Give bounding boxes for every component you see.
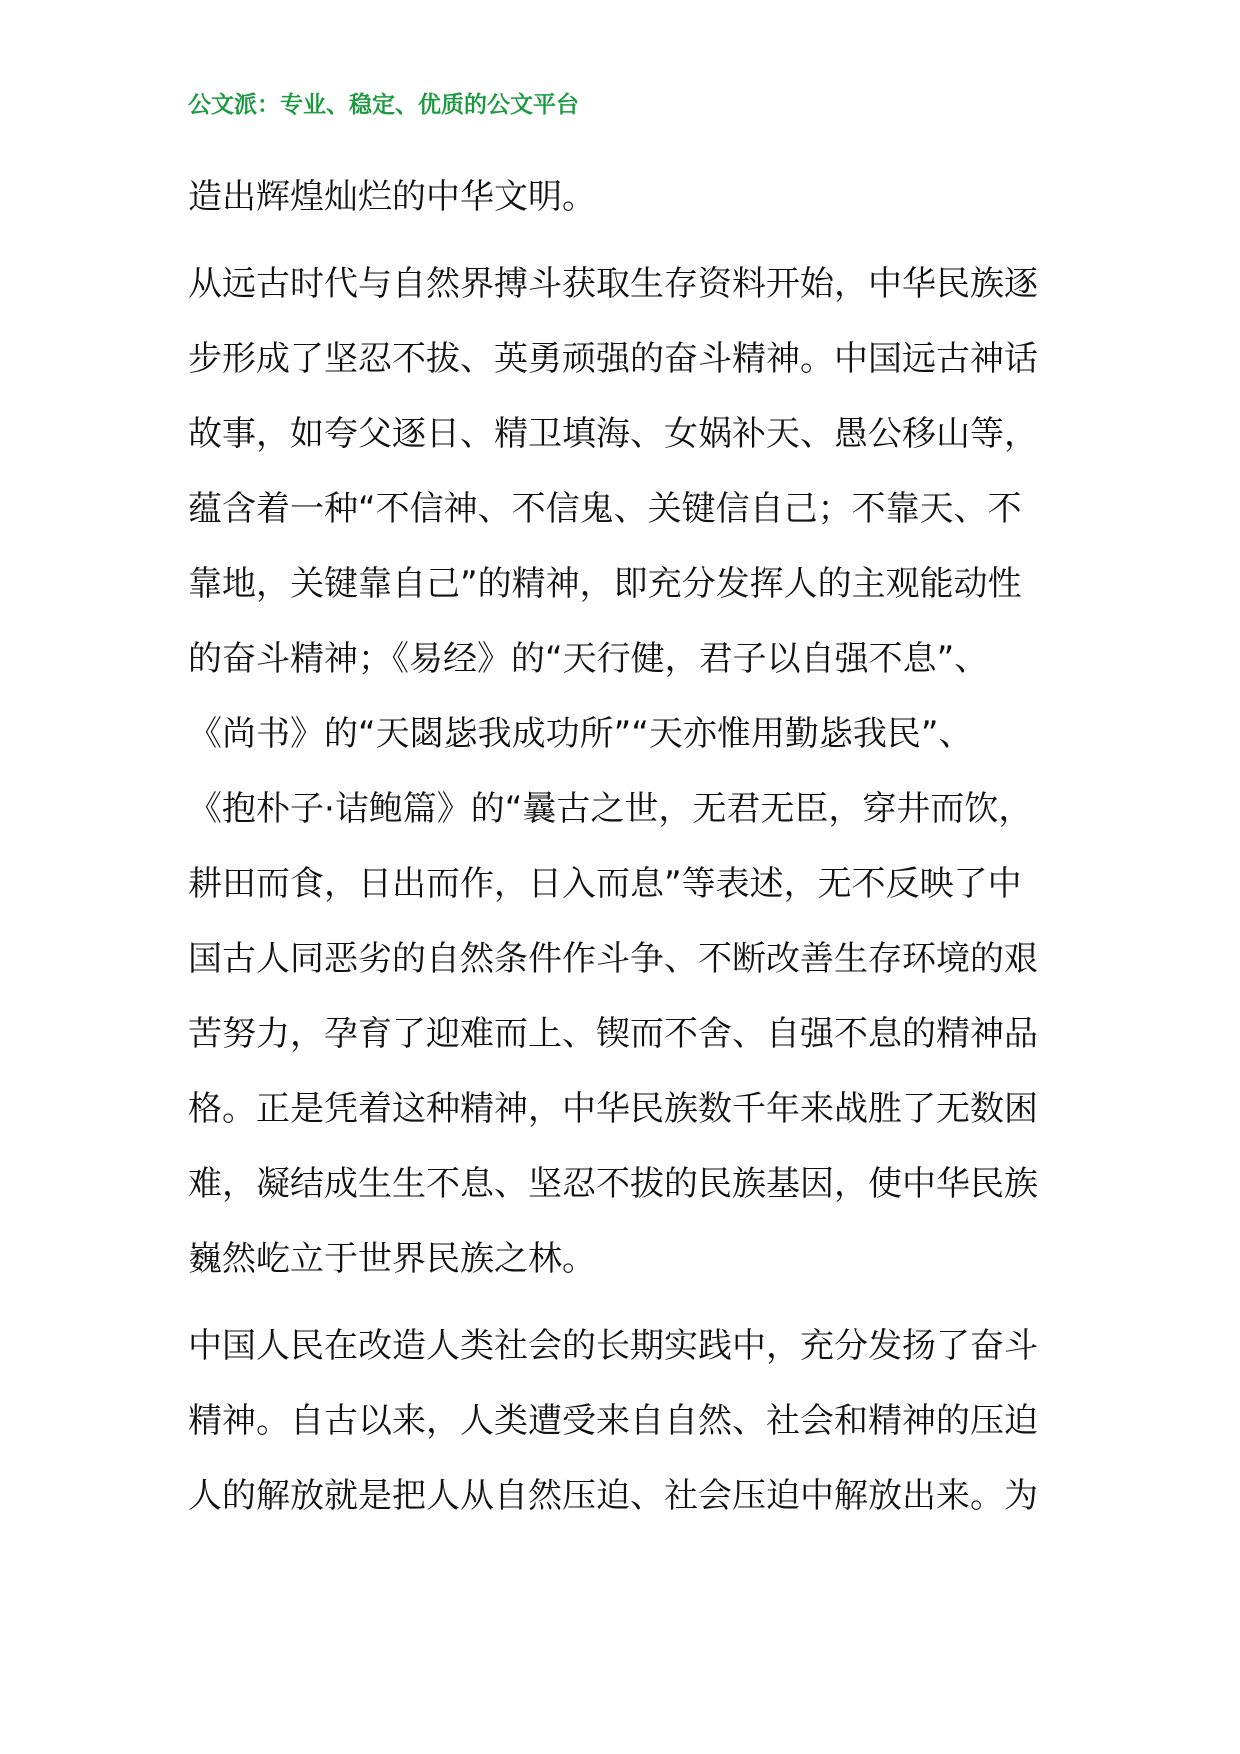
- text-line: 格。正是凭着这种精神，中华民族数千年来战胜了无数困: [188, 1089, 1038, 1129]
- text-line: 难，凝结成生生不息、坚忍不拔的民族基因，使中华民族: [188, 1164, 1038, 1204]
- text-line: 精神。自古以来，人类遭受来自自然、社会和精神的压迫: [188, 1401, 1038, 1441]
- text-line: 靠地，关键靠自己”的精神，即充分发挥人的主观能动性: [188, 564, 1022, 604]
- paragraph: [188, 247, 1052, 1297]
- text-line: 人的解放就是把人从自然压迫、社会压迫中解放出来。为: [188, 1476, 1038, 1516]
- text-line: 《抱朴子·诘鲍篇》的“曩古之世，无君无臣，穿井而饮，: [188, 789, 1033, 829]
- text-line: 国古人同恶劣的自然条件作斗争、不断改善生存环境的艰: [188, 939, 1038, 979]
- paragraph: [188, 160, 1052, 235]
- text-line: 苦努力，孕育了迎难而上、锲而不舍、自强不息的精神品: [188, 1014, 1038, 1054]
- text-line: 故事，如夸父逐日、精卫填海、女娲补天、愚公移山等，: [188, 414, 1038, 454]
- text-line: 耕田而食，日出而作，日入而息”等表述，无不反映了中: [188, 864, 1022, 904]
- text-line: 巍然屹立于世界民族之林。: [188, 1239, 596, 1279]
- text-line: 蕴含着一种“不信神、不信鬼、关键信自己；不靠天、不: [188, 489, 1022, 529]
- document-body: [188, 160, 1052, 1534]
- text-line: 从远古时代与自然界搏斗获取生存资料开始，中华民族逐: [188, 264, 1038, 304]
- text-line: 步形成了坚忍不拔、英勇顽强的奋斗精神。中国远古神话: [188, 339, 1038, 379]
- text-line: 造出辉煌灿烂的中华文明。: [188, 177, 596, 217]
- page-header: 公文派：专业、稳定、优质的公文平台: [188, 92, 579, 118]
- paragraph: [188, 1309, 1052, 1534]
- text-line: 中国人民在改造人类社会的长期实践中，充分发扬了奋斗: [188, 1326, 1038, 1366]
- text-line: 《尚书》的“天閟毖我成功所”“天亦惟用勤毖我民”、: [188, 714, 973, 754]
- text-line: 的奋斗精神；《易经》的“天行健，君子以自强不息”、: [188, 639, 989, 679]
